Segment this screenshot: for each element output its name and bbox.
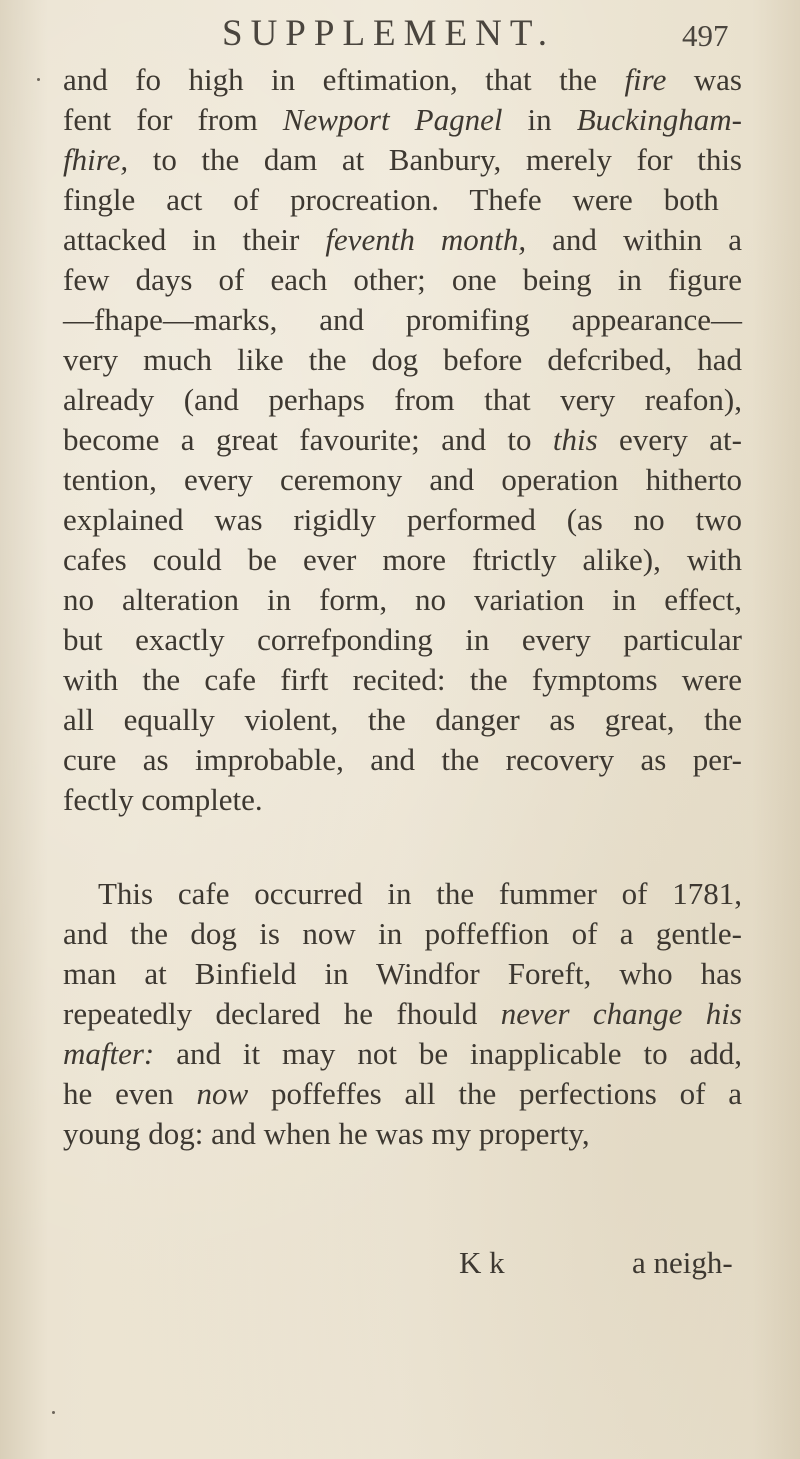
italic-text: fire — [624, 62, 667, 97]
text-run: and it may not be inapplicable to add, — [154, 1036, 742, 1071]
text-line — [98, 874, 742, 914]
text-line — [63, 220, 742, 260]
text-run: young dog: and when he was my property, — [63, 1116, 590, 1151]
text-run: cure as improbable, and the recovery as per- — [63, 742, 742, 777]
text-line — [63, 580, 742, 620]
text-run: but exactly correfponding in every particular — [63, 622, 742, 657]
text-run: poffeffes all the perfections of a — [248, 1076, 742, 1111]
text-line — [63, 60, 742, 100]
text-line — [63, 700, 742, 740]
text-line — [63, 540, 742, 580]
text-run: he even — [63, 1076, 197, 1111]
paper-speck — [37, 78, 40, 81]
text-run: cafes could be ever more ftrictly alike), with — [63, 542, 742, 577]
text-run: few days of each other; one being in figure — [63, 262, 742, 297]
text-run: no alteration in form, no variation in effect, — [63, 582, 742, 617]
text-line — [63, 340, 742, 380]
text-run: tention, every ceremony and operation hitherto — [63, 462, 742, 497]
text-run: all equally violent, the danger as great, the — [63, 702, 742, 737]
text-line — [63, 420, 742, 460]
italic-text: mafter: — [63, 1036, 155, 1071]
italic-text: never change his — [500, 996, 742, 1031]
text-run: fent for from — [63, 102, 283, 137]
text-line — [63, 660, 742, 700]
signature-mark: K k — [459, 1245, 505, 1280]
text-run: become a great favourite; and to — [63, 422, 553, 457]
catchword: a neigh- — [632, 1245, 733, 1280]
text-run: very much like the dog before defcribed, had — [63, 342, 742, 377]
italic-text: this — [552, 422, 598, 457]
running-head-title: SUPPLEMENT. — [222, 13, 555, 54]
text-line — [63, 620, 742, 660]
text-line — [63, 954, 742, 994]
italic-text: feventh month, — [325, 222, 527, 257]
text-line — [63, 300, 742, 340]
text-run: repeatedly declared he fhould — [63, 996, 501, 1031]
text-line — [63, 140, 742, 180]
text-line — [63, 500, 742, 540]
text-line — [63, 1114, 590, 1154]
running-head — [0, 10, 800, 56]
text-run: to the dam at Banbury, merely for this — [128, 142, 742, 177]
text-run: was — [666, 62, 742, 97]
italic-text: now — [196, 1076, 249, 1111]
text-run: and fo high in eftimation, that the — [63, 62, 625, 97]
text-line — [63, 780, 263, 820]
text-run: fectly complete. — [63, 782, 263, 817]
page-number: 497 — [682, 18, 729, 53]
text-line — [63, 740, 742, 780]
text-run: attacked in their — [63, 222, 326, 257]
text-line — [63, 1074, 742, 1114]
italic-text: fhire, — [63, 142, 129, 177]
text-run: already (and perhaps from that very reafon), — [63, 382, 742, 417]
text-line — [63, 100, 742, 140]
text-run: —fhape—marks, and promifing appearance— — [63, 302, 742, 337]
text-run: explained was rigidly performed (as no two — [63, 502, 742, 537]
text-line — [63, 460, 742, 500]
text-run: This cafe occurred in the fummer of 1781, — [98, 876, 742, 911]
text-line — [63, 380, 742, 420]
text-run: in — [502, 102, 577, 137]
paper-speck — [52, 1411, 55, 1414]
italic-text: Buckingham- — [576, 102, 742, 137]
italic-text: Newport Pagnel — [282, 102, 503, 137]
text-line — [63, 1034, 742, 1074]
text-line — [63, 914, 742, 954]
text-run: and within a — [526, 222, 742, 257]
text-run: fingle act of procreation. Thefe were both — [63, 182, 719, 217]
text-run: and the dog is now in poffeffion of a gentle- — [63, 916, 742, 951]
text-line — [63, 260, 742, 300]
text-run: man at Binfield in Windfor Foreft, who has — [63, 956, 742, 991]
text-line — [63, 180, 719, 220]
text-line — [63, 994, 742, 1034]
text-run: every at- — [597, 422, 742, 457]
text-run: with the cafe firft recited: the fymptoms were — [63, 662, 742, 697]
